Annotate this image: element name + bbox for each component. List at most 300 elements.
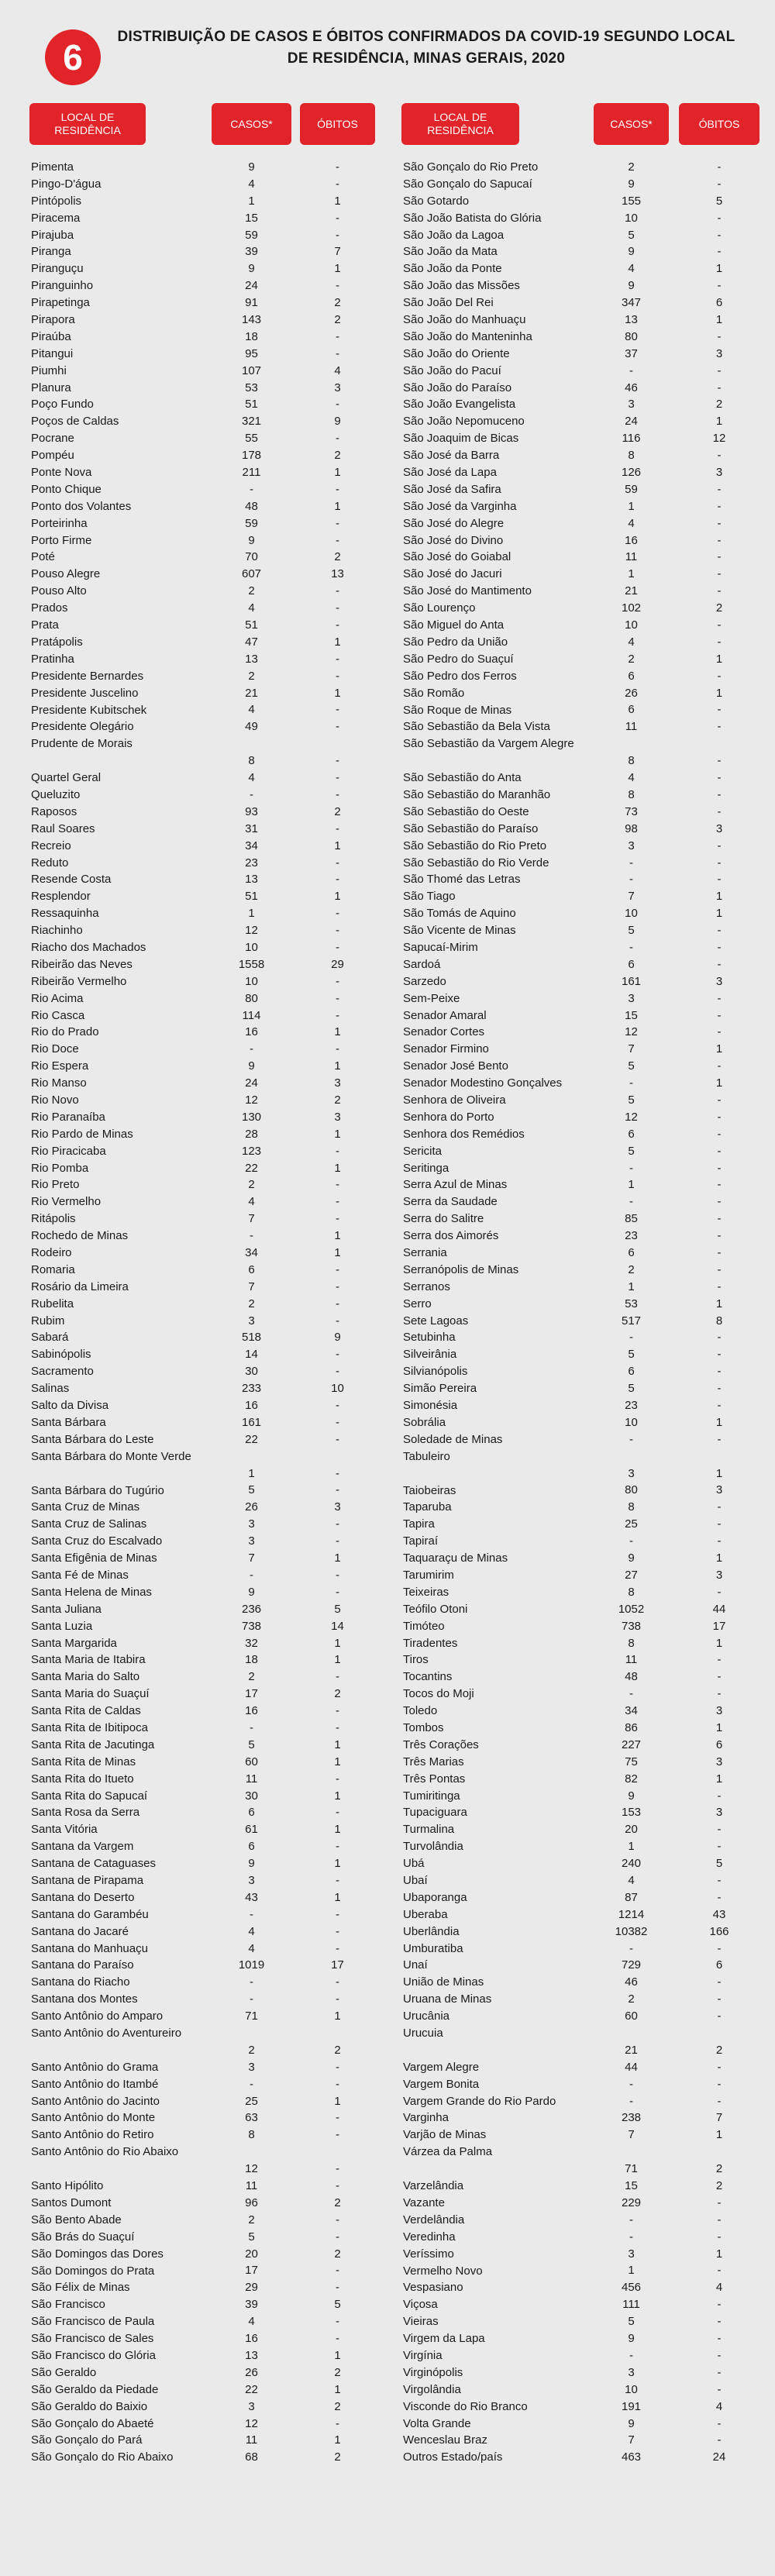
municipality-name: Rio Pardo de Minas [31, 1127, 133, 1141]
table-row [401, 1245, 760, 1262]
table-row [29, 1601, 375, 1618]
cases-value: 3 [628, 2247, 635, 2261]
table-row [401, 464, 760, 481]
municipality-name: Santa Bárbara do Leste [31, 1432, 154, 1446]
deaths-value: 1 [715, 2247, 723, 2261]
table-row [29, 2296, 375, 2313]
cases-value: 60 [625, 2009, 638, 2023]
municipality-name: Poço Fundo [31, 398, 94, 412]
table-row [29, 464, 375, 481]
deaths-value: - [336, 1840, 339, 1854]
municipality-name: Santo Antônio do Itambé [31, 2077, 159, 2091]
table-row [29, 1651, 375, 1669]
deaths-value: - [336, 1924, 339, 1938]
municipality-name: Recreio [31, 839, 71, 852]
deaths-value: - [336, 1279, 339, 1293]
cases-value: 7 [248, 1279, 255, 1293]
municipality-name: Salinas [31, 1382, 70, 1396]
table-row [29, 447, 375, 464]
cases-value: 6 [248, 1840, 255, 1854]
table-row [29, 1346, 375, 1363]
section-number-badge: 6 [45, 29, 101, 85]
cases-value: - [250, 1568, 253, 1582]
deaths-value: 29 [331, 957, 344, 971]
cases-value: - [250, 1992, 253, 2006]
deaths-value: 2 [334, 1687, 341, 1701]
municipality-name: Unaí [403, 1958, 428, 1972]
table-row [401, 159, 760, 176]
column-header-casos: CASOS* [212, 103, 291, 145]
table-row [401, 1346, 760, 1363]
table-row [401, 685, 760, 702]
municipality-name: Sarzedo [403, 974, 446, 988]
cases-value: 178 [241, 449, 262, 463]
table-row [401, 1363, 760, 1380]
cases-value: 21 [625, 2043, 638, 2057]
table-row [401, 1686, 760, 1703]
municipality-name: Taiobeiras [403, 1483, 456, 1497]
table-row [401, 905, 760, 922]
cases-value: - [629, 1076, 633, 1090]
municipality-name: Rodeiro [31, 1246, 72, 1260]
table-row [29, 210, 375, 227]
deaths-value: - [336, 482, 339, 496]
table-row [29, 1024, 375, 1041]
table-row [29, 1584, 375, 1601]
municipality-name: São Sebastião da Vargem Alegre [403, 737, 574, 751]
cases-value: 9 [628, 1551, 635, 1565]
municipality-name: Santo Antônio do Rio Abaixo [31, 2145, 179, 2159]
cases-value: 13 [245, 873, 258, 887]
municipality-name: Serro [403, 1297, 432, 1310]
deaths-value: 2 [334, 2247, 341, 2261]
municipality-name: Porto Firme [31, 533, 92, 547]
cases-value: 15 [245, 211, 258, 225]
table-row [401, 1296, 760, 1313]
cases-value: 4 [248, 771, 255, 785]
municipality-name: Sericita [403, 1144, 443, 1158]
table-header [401, 103, 760, 145]
deaths-value: 1 [334, 1890, 341, 1904]
cases-value: 517 [621, 1314, 642, 1328]
municipality-name: Pratápolis [31, 635, 83, 649]
cases-value: 9 [628, 2416, 635, 2430]
cases-value: 10 [625, 211, 638, 225]
municipality-name: Vargem Grande do Rio Pardo [403, 2094, 556, 2108]
cases-value: 91 [245, 296, 258, 310]
municipality-name: Rio do Prado [31, 1025, 99, 1039]
municipality-name: São Sebastião do Anta [403, 771, 522, 785]
municipality-name: São Gonçalo do Rio Preto [403, 160, 539, 174]
cases-value: - [629, 873, 633, 887]
municipality-name: Viçosa [403, 2298, 438, 2312]
municipality-name: Serranos [403, 1279, 450, 1293]
deaths-value: 9 [334, 415, 341, 429]
table-row [29, 413, 375, 430]
cases-value: 11 [245, 1772, 258, 1786]
deaths-value: - [717, 1500, 722, 1514]
municipality-name: Tumiritinga [403, 1789, 460, 1803]
deaths-value: - [717, 2213, 722, 2226]
cases-value: 10 [245, 974, 258, 988]
cases-value: 9 [248, 533, 255, 547]
deaths-value: - [717, 957, 722, 971]
table-row [29, 1855, 375, 1872]
municipality-name: Prata [31, 618, 59, 632]
table-row [401, 1329, 760, 1346]
deaths-value: - [336, 2179, 339, 2193]
deaths-value: - [336, 1941, 339, 1955]
deaths-value: - [336, 720, 339, 734]
cases-value: 2 [248, 1297, 255, 1310]
municipality-name: Santa Cruz de Minas [31, 1500, 140, 1514]
municipality-name: Taparuba [403, 1500, 452, 1514]
deaths-value: 1 [334, 1127, 341, 1141]
municipality-name: Santana do Riacho [31, 1975, 130, 1989]
deaths-value: 1 [715, 890, 723, 904]
municipality-name: Rio Vermelho [31, 1195, 102, 1209]
table-row [401, 2263, 760, 2280]
deaths-value: - [717, 160, 722, 174]
deaths-value: - [336, 177, 339, 191]
municipality-name: Simonésia [403, 1399, 458, 1413]
deaths-value: 1 [715, 1772, 723, 1786]
deaths-value: - [717, 618, 722, 632]
table-row [401, 1058, 760, 1075]
deaths-value: 6 [715, 1958, 723, 1972]
deaths-value: - [717, 1890, 722, 1904]
cases-value: 8 [628, 1500, 635, 1514]
deaths-value: - [717, 228, 722, 242]
deaths-value: - [717, 499, 722, 513]
deaths-value: 1 [715, 1297, 723, 1310]
municipality-name: Ponte Nova [31, 466, 92, 480]
cases-value: 161 [621, 974, 642, 988]
deaths-value: - [336, 1772, 339, 1786]
table-row [401, 2144, 760, 2178]
cases-value: 86 [625, 1720, 638, 1734]
table-row [29, 176, 375, 193]
municipality-name: Serrania [403, 1246, 447, 1260]
deaths-value: - [717, 1144, 722, 1158]
municipality-name: São João da Mata [403, 245, 498, 259]
deaths-value: 1 [334, 194, 341, 208]
cases-value: 20 [245, 2247, 258, 2261]
table-row [29, 1414, 375, 1431]
municipality-name: Silvianópolis [403, 1365, 468, 1379]
cases-value: 30 [245, 1789, 258, 1803]
deaths-value: - [336, 1466, 339, 1480]
deaths-value: - [336, 1042, 339, 1056]
deaths-value: - [717, 329, 722, 343]
table-row [29, 481, 375, 498]
municipality-name: Uberlândia [403, 1924, 460, 1938]
deaths-value: - [717, 245, 722, 259]
table-row [401, 1838, 760, 1855]
municipality-name: Raposos [31, 804, 78, 818]
table-row [29, 1703, 375, 1720]
cases-value: 1 [248, 907, 255, 921]
table-row [401, 1109, 760, 1126]
deaths-value: 6 [715, 296, 723, 310]
municipality-name: São Gonçalo do Pará [31, 2433, 143, 2447]
municipality-name: Rio Novo [31, 1093, 79, 1107]
table-row [401, 566, 760, 583]
municipality-name: Riachinho [31, 924, 83, 938]
cases-value: 26 [245, 2365, 258, 2379]
table-row [401, 2229, 760, 2246]
table-row [29, 905, 375, 922]
municipality-name: Santa Bárbara [31, 1415, 106, 1429]
cases-value: - [629, 1195, 633, 1209]
table-row [401, 838, 760, 855]
table-row [29, 871, 375, 888]
municipality-name: São João das Missões [403, 279, 520, 293]
table-row [401, 243, 760, 260]
deaths-value: 3 [715, 1704, 723, 1718]
deaths-value: 3 [715, 1755, 723, 1768]
deaths-value: - [717, 516, 722, 530]
deaths-value: - [717, 1687, 722, 1701]
cases-value: 7 [248, 1212, 255, 1226]
deaths-value: 1 [715, 1466, 723, 1480]
table-row [401, 821, 760, 838]
deaths-value: - [336, 1568, 339, 1582]
table-row [29, 770, 375, 787]
cases-value: - [250, 787, 253, 801]
deaths-value: - [336, 1704, 339, 1718]
municipality-name: Ribeirão das Neves [31, 957, 133, 971]
municipality-name: Tarumirim [403, 1568, 454, 1582]
deaths-value: - [717, 211, 722, 225]
cases-value: 9 [248, 1857, 255, 1871]
cases-value: 3 [628, 991, 635, 1005]
table-row [401, 294, 760, 312]
deaths-value: - [336, 432, 339, 446]
municipality-name: Rosário da Limeira [31, 1279, 129, 1293]
table-row [401, 532, 760, 549]
cases-value: 16 [245, 1399, 258, 1413]
municipality-name: Raul Soares [31, 821, 95, 835]
municipality-name: Prudente de Morais [31, 737, 133, 751]
municipality-name: Porteirinha [31, 516, 88, 530]
deaths-value: 2 [334, 296, 341, 310]
table-row [401, 1397, 760, 1414]
cases-value: 2 [628, 1992, 635, 2006]
table-row [401, 1771, 760, 1788]
municipality-name: Santo Hipólito [31, 2179, 104, 2193]
cases-value: 2 [248, 2043, 255, 2057]
table-row [401, 1516, 760, 1533]
table-row [29, 1363, 375, 1380]
table-row [29, 1329, 375, 1346]
municipality-name: Planura [31, 381, 71, 394]
deaths-value: - [336, 771, 339, 785]
cases-value: 729 [621, 1958, 642, 1972]
cases-value: 3 [628, 839, 635, 852]
municipality-name: São José da Varginha [403, 499, 517, 513]
table-row [29, 1092, 375, 1109]
cases-value: 80 [245, 991, 258, 1005]
cases-value: 1 [628, 1840, 635, 1854]
cases-value: 738 [241, 1619, 262, 1633]
cases-value: 24 [245, 279, 258, 293]
municipality-name: Tapiraí [403, 1534, 439, 1548]
municipality-name: Presidente Juscelino [31, 686, 139, 700]
municipality-name: Santa Rita de Minas [31, 1755, 136, 1768]
table-row [401, 668, 760, 685]
cases-value: 6 [628, 669, 635, 683]
deaths-value: 166 [709, 1924, 729, 1938]
cases-value: 17 [245, 1687, 258, 1701]
cases-value: 4 [248, 2315, 255, 2329]
table-row [401, 481, 760, 498]
municipality-name: São Tomás de Aquino [403, 907, 516, 921]
municipality-name: São Francisco do Glória [31, 2348, 156, 2362]
deaths-value: - [717, 1975, 722, 1989]
deaths-value: 1 [334, 1636, 341, 1650]
cases-value: 4 [628, 771, 635, 785]
municipality-name: Soledade de Minas [403, 1432, 503, 1446]
deaths-value: - [336, 2264, 339, 2278]
table-row [401, 2416, 760, 2433]
deaths-value: - [717, 1653, 722, 1667]
cases-value: 9 [628, 245, 635, 259]
cases-value: 2 [628, 1262, 635, 1276]
deaths-value: 5 [334, 2298, 341, 2312]
cases-value: 5 [248, 2230, 255, 2244]
table-row [401, 2059, 760, 2076]
deaths-value: 44 [712, 1602, 726, 1616]
cases-value: 2 [248, 1670, 255, 1684]
deaths-value: - [717, 1789, 722, 1803]
cases-value: 4 [628, 516, 635, 530]
deaths-value: 2 [334, 804, 341, 818]
table-row [401, 2178, 760, 2195]
cases-value: 11 [245, 2179, 258, 2193]
table-row [401, 1313, 760, 1330]
table-row [401, 2246, 760, 2263]
municipality-name: Senhora dos Remédios [403, 1127, 525, 1141]
deaths-value: - [717, 754, 722, 768]
table-row [401, 583, 760, 600]
municipality-name: Santos Dumont [31, 2195, 112, 2209]
table-row [401, 787, 760, 804]
deaths-value: 1 [334, 1755, 341, 1768]
table-row [29, 2229, 375, 2246]
deaths-value: 5 [715, 1857, 723, 1871]
cases-value: 456 [621, 2281, 642, 2295]
table-row [401, 260, 760, 277]
municipality-name: São Francisco [31, 2298, 105, 2312]
table-row [29, 838, 375, 855]
municipality-name: Ribeirão Vermelho [31, 974, 127, 988]
municipality-name: Simão Pereira [403, 1382, 477, 1396]
table-row [401, 515, 760, 532]
table-row [401, 2330, 760, 2347]
table-row [29, 1041, 375, 1058]
deaths-value: - [717, 279, 722, 293]
cases-value: 13 [245, 2348, 258, 2362]
table-row [29, 396, 375, 413]
deaths-value: - [336, 346, 339, 360]
table-row [401, 1483, 760, 1500]
municipality-name: São Tiago [403, 890, 456, 904]
table-row [401, 1024, 760, 1041]
municipality-name: Santo Antônio do Retiro [31, 2128, 154, 2142]
municipality-name: Piraúba [31, 329, 71, 343]
table-row [29, 260, 375, 277]
table-header [29, 103, 375, 145]
cases-value: 93 [245, 804, 258, 818]
municipality-name: Ritápolis [31, 1212, 76, 1226]
table-row [401, 396, 760, 413]
municipality-name: Vargem Bonita [403, 2077, 480, 2091]
cases-value: 87 [625, 1890, 638, 1904]
table-row [29, 2144, 375, 2178]
deaths-value: - [717, 635, 722, 649]
cases-value: 3 [248, 1873, 255, 1887]
cases-value: 130 [241, 1110, 262, 1124]
municipality-name: Santa Juliana [31, 1602, 102, 1616]
table-row [29, 888, 375, 905]
table-row [401, 1737, 760, 1754]
cases-value: 18 [245, 1653, 258, 1667]
municipality-name: Piranguinho [31, 279, 94, 293]
table-row [29, 1788, 375, 1805]
deaths-value: - [336, 2060, 339, 2074]
deaths-value: 7 [715, 2111, 723, 2125]
table-row [29, 1262, 375, 1279]
municipality-name: Rio Paranaíba [31, 1110, 105, 1124]
table-row [29, 1313, 375, 1330]
municipality-name: Santo Antônio do Grama [31, 2060, 159, 2074]
municipality-name: Presidente Olegário [31, 720, 134, 734]
table-row [401, 549, 760, 566]
deaths-value: - [336, 1212, 339, 1226]
deaths-value: - [717, 2433, 722, 2447]
column-header-local: LOCAL DE RESIDÊNCIA [401, 103, 519, 145]
table-row [401, 1431, 760, 1448]
table-row [29, 787, 375, 804]
cases-value: - [629, 1534, 633, 1548]
municipality-name: Vieiras [403, 2315, 439, 2329]
cases-value: 11 [625, 720, 638, 734]
municipality-name: Senador José Bento [403, 1059, 508, 1073]
table-row [401, 1821, 760, 1838]
deaths-value: 1 [334, 1789, 341, 1803]
deaths-value: 2 [715, 2179, 723, 2193]
municipality-name: Quartel Geral [31, 771, 102, 785]
deaths-value: - [717, 873, 722, 887]
cases-value: 2 [628, 652, 635, 666]
table-row [29, 990, 375, 1007]
municipality-name: Tapira [403, 1517, 435, 1531]
table-row [401, 1651, 760, 1669]
municipality-name: Senador Cortes [403, 1025, 485, 1039]
cases-value: - [629, 1331, 633, 1345]
deaths-value: 1 [715, 652, 723, 666]
cases-value: 4 [248, 703, 255, 717]
table-row [401, 2127, 760, 2144]
table-row [29, 1533, 375, 1550]
cases-value: - [629, 2213, 633, 2226]
municipality-name: São Bento Abade [31, 2213, 122, 2226]
municipality-name: São Sebastião do Oeste [403, 804, 529, 818]
table-row [29, 2399, 375, 2416]
cases-value: 5 [628, 1093, 635, 1107]
table-row [29, 1448, 375, 1483]
